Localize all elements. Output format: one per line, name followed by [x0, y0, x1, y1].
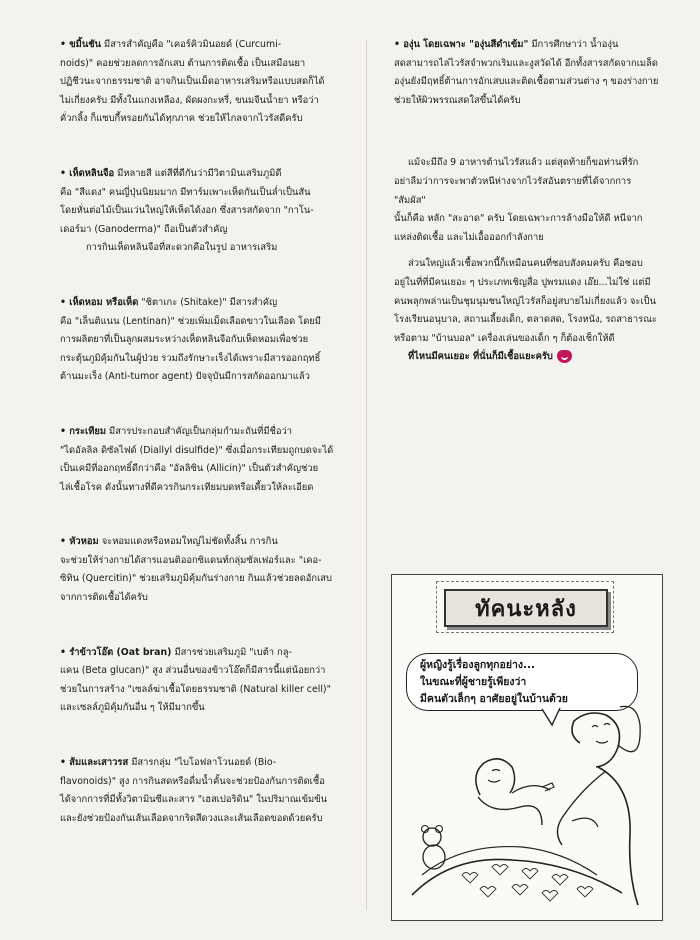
item-line: แคน (Beta glucan)" สูง ส่วนอื่นของข้าวโอ๊ตก็มีสารนี้แต่น้อยกว่า — [60, 665, 326, 677]
item-heading: • รำข้าวโอ๊ต (Oat bran) — [60, 646, 172, 658]
food-item-onion — [60, 533, 350, 607]
food-item-grape — [394, 36, 660, 110]
item-line: สดสามารถไล่ไวรัสจำพวกเริมและงูสวัดได้ อีกทั้งสารสกัดจากเมล็ด — [394, 57, 658, 69]
food-item-lingzhi — [60, 165, 350, 258]
paragraph-line: นั้นก็คือ หลัก "สะอาด" ครับ โดยเฉพาะการล้างมือให้ดี หนีจาก — [394, 213, 643, 225]
item-line: มีการศึกษาว่า น้ำองุ่น — [531, 39, 619, 50]
food-item-orange-passionfruit — [60, 754, 350, 828]
food-item-turmeric — [60, 36, 350, 129]
item-line: เดอร์มา (Ganoderma)" ถือเป็นตัวสำคัญ — [60, 223, 228, 235]
item-heading: • ส้มและเสาวรส — [60, 757, 129, 769]
item-heading: • ขมิ้นชัน — [60, 39, 102, 50]
paragraph-line: แหล่งติดเชื้อ และไม่เอื้อออกกำลังกาย — [394, 231, 544, 243]
item-line: และเซลล์ภูมิคุ้มกันอื่น ๆ ให้มีมากขึ้น — [60, 702, 205, 714]
item-line: เป็นเคมีที่ออกฤทธิ์ดีกว่าคือ "อัลลิซิน (Allicin)" เป็นตัวสำคัญช่วย — [60, 463, 319, 475]
crowd-paragraph — [394, 255, 660, 367]
food-item-oat-bran — [60, 644, 350, 718]
paragraph-line: อยู่ในที่ที่มีคนเยอะ ๆ ประเภทเชิญสื่อ ปูพรมแดง เอ๊ย...ไม่ใช่ แต่มี — [394, 276, 651, 288]
food-item-shitake — [60, 294, 350, 387]
food-item-garlic — [60, 423, 350, 497]
item-line: โดยหั่นต่อไม้เป็นแว่นใหญ่ให้เห็ดได้งอก ซึ่งสารสกัดจาก "กาโน- — [60, 205, 314, 217]
item-line: มีหลายสี แต่สีที่ดีกันว่ามีวิตามินเสริมภูมิดี — [117, 167, 282, 179]
item-line: คั่วกลิ้ง ก็แซบกี้หรอยกันได้ทุกภาค ช่วยให้ไกลจากไวรัสดีครับ — [60, 113, 303, 125]
item-tail: การกินเห็ดหลินจือที่สะดวกคือในรูป อาหารเสริม — [86, 242, 278, 254]
item-heading: • หัวหอม — [60, 536, 99, 548]
item-line: flavonoids)" สูง การกินสดหรือดื่มน้ำคั้นจะช่วยป้องกันการติดเชื้อ — [60, 775, 325, 787]
bubble-line: ในขณะที่ผู้ชายรู้เพียงว่า — [420, 676, 527, 688]
column-divider — [366, 40, 367, 910]
item-line: ช่วยให้ผิวพรรณสดใสขึ้นได้ครับ — [394, 94, 521, 106]
item-line: ต้านมะเร็ง (Anti-tumor agent) ปัจจุบันมีการสกัดออกมาแล้ว — [60, 371, 310, 383]
bubble-line: ผู้หญิงรู้เรื่องลูกทุกอย่าง... — [420, 659, 535, 671]
item-line: มีสารสำคัญคือ "เคอร์คิวมินอยด์ (Curcumi- — [104, 39, 282, 50]
item-line: ปฏิชีวนะจากธรรมชาติ อาจกินเป็นเม็ดอาหารเสริมหรือแบบสดก็ได้ — [60, 76, 325, 88]
heart-logo-icon — [557, 350, 572, 363]
right-column — [394, 36, 660, 397]
item-line: "ไดอัลลิล ดิซัลไฟด์ (Diallyl disulfide)" ซึ่งเมื่อกระเทียมถูกบดจะได้ — [60, 444, 334, 456]
bubble-line: มีคนตัวเล็กๆ อาศัยอยู่ในบ้านด้วย — [420, 693, 568, 705]
item-line: ไม่เกี่ยงครับ มีทั้งในแกงเหลือง, ผัดผงกะหรี่, ขนมจีนน้ำยา หรือว่า — [60, 94, 319, 106]
item-heading: • เห็ดหลินจือ — [60, 167, 115, 179]
cartoon-panel — [391, 574, 663, 921]
item-line: คือ "เล็นติแนน (Lentinan)" ช่วยเพิ่มเม็ดเลือดขาวในเลือด โดยมี — [60, 315, 321, 327]
paragraph-line: หรือตาม "บ้านบอล" เครื่องเล่นของเด็ก ๆ ก็ต้องเช็กให้ดี — [394, 332, 615, 344]
item-line: ช่วยในการสร้าง "เซลล์ฆ่าเชื้อโดยธรรมชาติ (Natural killer cell)" — [60, 683, 331, 695]
item-line: ไล่เชื้อโรค ดังนั้นทางที่ดีควรกินกระเทียมบดหรือเคี้ยวให้ละเอียด — [60, 481, 314, 493]
item-heading: • เห็ดหอม หรือเห็ด — [60, 296, 139, 308]
paragraph-line: โรงเรียนอนุบาล, สถานเลี้ยงเด็ก, ตลาดสด, โรงหนัง, รถสาธารณะ — [394, 314, 657, 326]
item-line: จากการติดเชื้อได้ครับ — [60, 592, 148, 604]
item-line: มีสารประกอบสำคัญเป็นกลุ่มกำมะถันที่มีชื่อว่า — [109, 425, 293, 437]
item-line: มีสารกลุ่ม "ไบโอฟลาโวนอยด์ (Bio- — [131, 757, 277, 769]
left-column — [60, 36, 350, 864]
paragraph-line: อย่าลืมว่าการจะพาตัวหนีห่างจากไวรัสอันตรายที่ได้จากการ "สัมผัส" — [394, 175, 632, 206]
item-line: กระตุ้นภูมิคุ้มกันในผู้ป่วย รวมถึงรักษาะเร็งได้เพราะมีสารออกฤทธิ์ — [60, 352, 321, 364]
item-line: การผลิตยาที่เป็นลูกผสมระหว่างเห็ดหลินจือกับเห็ดหอมเพื่อช่วย — [60, 334, 309, 346]
item-line: จะหอมแดงหรือหอมใหญ่ไม่ชัดทั้งสิ้น การกิน — [101, 536, 278, 548]
closing-line: ที่ไหนมีคนเยอะ ที่นั่นก็มีเชื้อแยะครับ — [408, 351, 553, 363]
item-line: จะช่วยให้ร่างกายได้สารแอนติออกซิแดนท์กลุ่มซัลเฟอร์และ "เคอ- — [60, 554, 322, 566]
cartoon-title: ทัคนะหลัง — [444, 589, 608, 627]
item-line: คือ "สีแดง" คนญี่ปุ่นนิยมมาก มีทาร์มเพาะเห็ดกันเป็นล่ำเป็นสัน — [60, 186, 311, 198]
family-cartoon-illustration — [392, 575, 662, 920]
item-line: ซิทิน (Quercitin)" ช่วยเสริมภูมิคุ้มกันร่างกาย กินแล้วช่วยลดอักเสบ — [60, 573, 332, 585]
item-line: ได้จากการที่มีทั้งวิตามินซีและสาร "เฮสเปอริดิน" ในปริมาณเข้มข้น — [60, 794, 328, 806]
paragraph-line: ส่วนใหญ่แล้วเชื้อพวกนี้ก็เหมือนคนที่ชอบสังคมครับ คือชอบ — [408, 258, 643, 270]
item-line: "ชิตาเกะ (Shitake)" มีสารสำคัญ — [141, 296, 278, 308]
item-line: noids)" คอยช่วยลดการอักเสบ ต้านการติดเชื้อ เป็นเสมือนยา — [60, 57, 306, 69]
conclusion-paragraph — [394, 154, 660, 247]
paragraph-line: คนพลุกพล่านเป็นชุมนุมชนใหญ่ไวรัสก็อยู่สบายไม่เกี่ยงแล้ว จะเป็น — [394, 295, 657, 307]
item-heading: • กระเทียม — [60, 425, 107, 437]
item-line: องุ่นยังมีฤทธิ์ต้านการอักเสบและติดเชื้อตามส่วนต่าง ๆ ของร่างกาย — [394, 76, 659, 88]
item-line: มีสารช่วยเสริมภูมิ "เบต้า กลู- — [174, 646, 292, 658]
item-line: และยังช่วยป้องกันเส้นเลือดจากริดสีดวงและเส้นเลือดขอดด้วยครับ — [60, 812, 323, 824]
paragraph-line: แม้จะมีถึง 9 อาหารต้านไวรัสแล้ว แต่สุดท้ายก็ขอท่านที่รัก — [408, 157, 639, 169]
item-heading: • องุ่น โดยเฉพาะ "องุ่นสีดำเข้ม" — [394, 39, 529, 50]
